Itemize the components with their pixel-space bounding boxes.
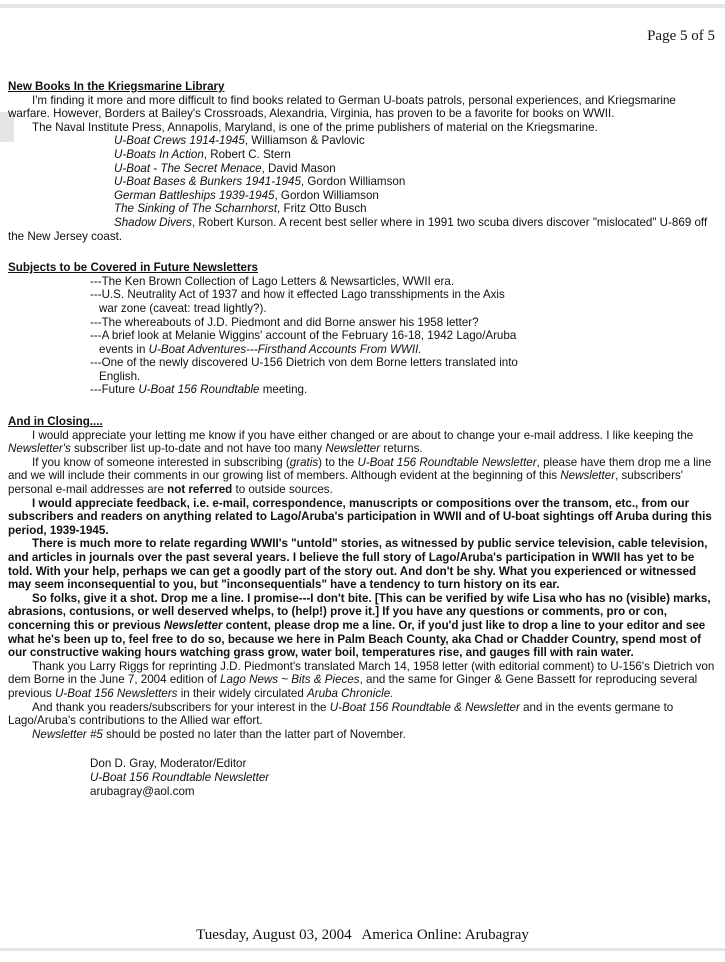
book-entry-shadow-divers xyxy=(8,216,720,243)
book-title: The Sinking of The Scharnhorst xyxy=(114,202,278,216)
text-run: ) to the xyxy=(318,455,358,469)
book-author: , Williamson & Pavlovic xyxy=(244,134,365,148)
book-title: Shadow Divers xyxy=(114,215,192,229)
closing-paragraph xyxy=(8,701,720,728)
subject-roundtable-title: U-Boat 156 Roundtable xyxy=(138,383,260,397)
signature-block xyxy=(90,757,720,798)
book-title: German Battleships 1939-1945 xyxy=(114,188,275,202)
book-author: , David Mason xyxy=(261,161,336,175)
signature-publication xyxy=(90,771,720,785)
closing-paragraph: There is much more to relate regarding WWII's "untold" stories, as witnessed by public service television, cable television, and articles in journals over the past several years. I believe the full story of Lago/Aruba's participation in WWII has yet to be told. With your help, perhaps we can get a goodly part of the story out. And don't be shy. What you experienced or witnessed may seem inconsequential to you, but "inconsequentials" have a tendency to turn history on its ear. xyxy=(8,537,708,592)
book-author: , Fritz Otto Busch xyxy=(277,202,367,216)
closing-paragraph xyxy=(8,660,720,701)
footer-date: Tuesday, August 03, 2004 xyxy=(196,927,352,943)
book-entry xyxy=(8,189,720,203)
scan-artifact xyxy=(0,948,725,951)
book-entry xyxy=(8,162,720,176)
footer-source: America Online: Arubagray xyxy=(361,927,529,943)
subject-text: ---Future xyxy=(90,383,139,397)
text-run: U-Boat 156 Roundtable Newsletter xyxy=(357,455,537,469)
text-run: returns. xyxy=(380,442,423,456)
subjects-section xyxy=(8,261,720,397)
subject-item: ---U.S. Neutrality Act of 1937 and how it effected Lago transshipments in the Axis war zone (caveat: tread lightly?). xyxy=(90,288,505,315)
book-list xyxy=(8,134,720,243)
text-run: not referred xyxy=(167,483,233,497)
book-author: , Robert C. Stern xyxy=(203,147,291,161)
text-run: , and the same for Ginger & Gene Bassett for reproducing several previous xyxy=(8,673,698,700)
text-run: Newsletter's xyxy=(8,442,71,456)
text-run: , please have them drop me a line and we will include their comments in our growing list of members. Although evident at the beginning of this xyxy=(8,455,712,483)
book-entry xyxy=(8,148,720,162)
subject-item xyxy=(90,329,520,356)
text-run: should be posted no later than the latter part of November. xyxy=(102,727,406,741)
book-title: U-Boats In Action xyxy=(114,147,204,161)
closing-paragraph xyxy=(8,592,720,660)
text-run: Newsletter #5 xyxy=(32,727,103,741)
book-author: , Gordon Williamson xyxy=(300,175,406,189)
books-press: The Naval Institute Press, Annapolis, Maryland, is one of the prime publishers of material on the Kriegsmarine. xyxy=(32,120,598,134)
text-run: and in the events germane to Lago/Aruba's contributions to the Allied war effort. xyxy=(8,700,674,728)
signature-name: Don D. Gray, Moderator/Editor xyxy=(90,757,247,771)
text-run: Aruba Chronicle. xyxy=(307,686,394,700)
text-run: gratis xyxy=(289,455,319,469)
text-run: Newsletter xyxy=(560,469,616,483)
subject-item: ---The Ken Brown Collection of Lago Letters & Newsarticles, WWII era. xyxy=(90,274,455,288)
subject-item xyxy=(90,383,520,397)
closing-section xyxy=(8,415,720,741)
closing-paragraph xyxy=(8,456,720,497)
newsletter-body xyxy=(8,80,720,798)
page-number: Page 5 of 5 xyxy=(647,28,715,44)
scan-artifact xyxy=(0,4,725,8)
text-run: subscriber list up-to-date and not have too many xyxy=(70,442,326,456)
book-title: U-Boat Crews 1914-1945 xyxy=(114,134,245,148)
closing-paragraph: I would appreciate feedback, i.e. e-mail, correspondence, manuscripts or compositions over the transom, etc., from our subscribers and readers on anything related to Lago/Aruba's participation in WWII and of U-boat sightings off Aruba during this period, 1939-1945. xyxy=(8,496,712,537)
signature-email: arubagray@aol.com xyxy=(90,784,195,798)
text-run: Thank you Larry Riggs for reprinting J.D. Piedmont's translated March 14, 1958 letter (with editorial comment) to U-156's Dietrich von dem Borne in the June 7, 2004 edition of xyxy=(8,659,715,687)
text-run: U-Boat 156 Newsletters xyxy=(55,686,178,700)
subject-item: ---One of the newly discovered U-156 Dietrich von dem Borne letters translated into English. xyxy=(90,356,518,383)
book-entry xyxy=(8,202,720,216)
book-title: U-Boat - The Secret Menace xyxy=(114,161,262,175)
closing-heading: And in Closing.... xyxy=(8,415,103,429)
text-run: U-Boat 156 Roundtable & Newsletter xyxy=(329,700,520,714)
books-section xyxy=(8,80,720,243)
text-run: Newsletter xyxy=(325,442,381,456)
subject-book-title: U-Boat Adventures---Firsthand Accounts From WWII. xyxy=(148,342,422,356)
books-heading: New Books In the Kriegsmarine Library xyxy=(8,80,225,93)
text-run: I would appreciate your letting me know if you have either changed or are about to change your e-mail address. I like keeping the xyxy=(32,428,694,442)
subject-text: ---A brief look at Melanie Wiggins' account of the February 16-18, 1942 Lago/Aruba events in xyxy=(90,329,517,356)
closing-paragraph xyxy=(8,429,720,456)
text-run: And thank you readers/subscribers for your interest in the xyxy=(32,700,330,714)
text-run: to outside sources. xyxy=(232,483,333,497)
book-description: , Robert Kurson. A recent best seller where in 1991 two scuba divers discover "mislocated" U-869 off the New Jersey coast. xyxy=(8,215,708,243)
text-run: content, please drop me a line. Or, if you'd just like to drop a line to your editor and see what he's been up to, feel free to do so, because we here in Palm Beach County, aka Chad or Chadder Country, spend most of our constructive waking hours watching grass grow, water boil, temperatures rise, and gauges fill with rain water. xyxy=(8,618,706,660)
subject-item: ---The whereabouts of J.D. Piedmont and did Borne answer his 1958 letter? xyxy=(90,315,479,329)
text-run: , subscribers' personal e-mail addresses are xyxy=(8,469,683,497)
text-run: Newsletter xyxy=(163,618,223,632)
book-entry xyxy=(8,175,720,189)
book-entry xyxy=(8,134,720,148)
text-run: So folks, give it a shot. Drop me a line. I promise---I don't bite. [This can be verified by wife Lisa who has no (visible) marks, abrasions, contusions, or well deserved whelps, to (help!) prove it.] If you have any questions or comments, pro or con, concerning this or previous xyxy=(8,591,711,632)
subjects-heading: Subjects to be Covered in Future Newsletters xyxy=(8,261,258,275)
book-title: U-Boat Bases & Bunkers 1941-1945 xyxy=(114,175,301,189)
books-intro: I'm finding it more and more difficult to find books related to German U-boats patrols, personal experiences, and Kriegsmarine warfare. However, Borders at Bailey's Crossroads, Alexandria, Virginia, has proven to be a favorite for books on WWII. xyxy=(8,93,676,121)
closing-paragraph xyxy=(8,728,720,742)
page-footer xyxy=(0,927,725,944)
text-run: Lago News ~ Bits & Pieces xyxy=(220,673,360,687)
book-author: , Gordon Williamson xyxy=(274,188,379,202)
subject-text: meeting. xyxy=(259,383,308,397)
text-run: If you know of someone interested in subscribing ( xyxy=(32,455,290,469)
text-run: in their widely circulated xyxy=(177,686,308,700)
publication-title: U-Boat 156 Roundtable Newsletter xyxy=(90,770,270,784)
subjects-list xyxy=(90,275,520,397)
